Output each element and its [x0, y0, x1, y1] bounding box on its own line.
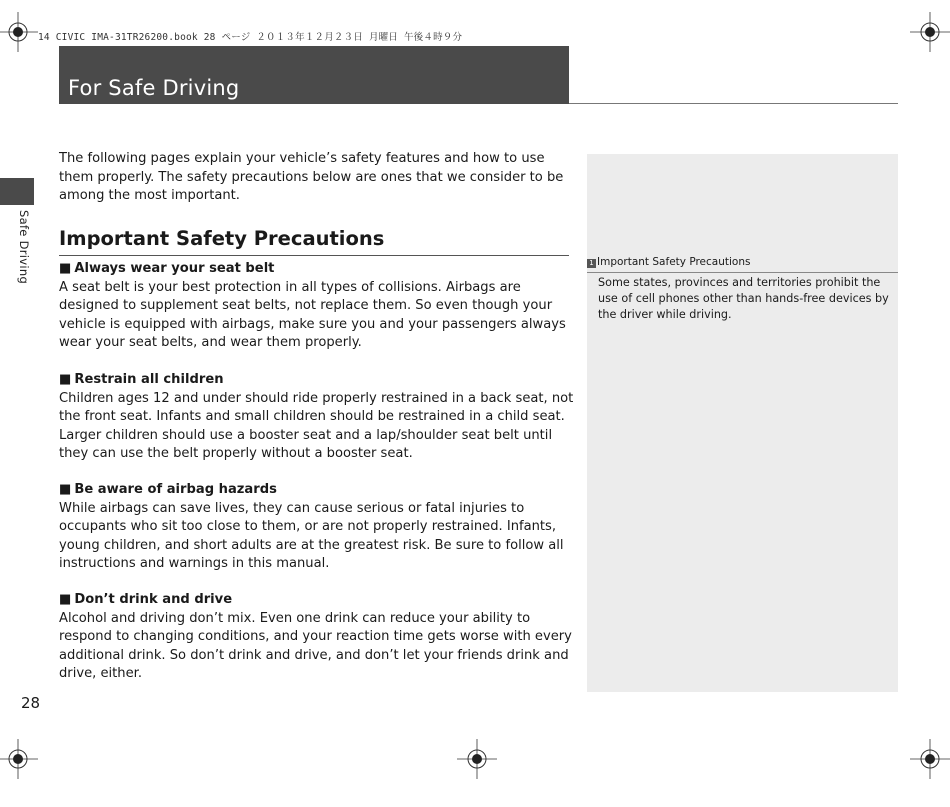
- side-note-heading: [587, 255, 898, 273]
- precaution-children: [59, 371, 574, 464]
- bullet-square-icon: ■: [59, 592, 72, 607]
- precaution-drinking: [59, 591, 574, 684]
- title-banner: [59, 46, 569, 104]
- registration-mark-icon: [910, 739, 950, 779]
- section-title: Important Safety Precautions: [59, 226, 569, 256]
- registration-mark-icon: [910, 12, 950, 52]
- precaution-heading: [59, 260, 574, 279]
- print-header: 14 CIVIC IMA-31TR26200.book 28 ページ ２０１３年１２月２３日 月曜日 午後４時９分: [38, 32, 463, 43]
- bullet-square-icon: ■: [59, 482, 72, 497]
- precaution-body: A seat belt is your best protection in all types of collisions. Airbags are designed to supplement seat belts, not replace them. So even though your vehicle is equipped with airbags, make sure you and your passengers always wear your seat belts, and wear them properly.: [59, 279, 566, 350]
- precaution-heading: [59, 481, 574, 500]
- precaution-body: Alcohol and driving don’t mix. Even one drink can reduce your ability to respond to changing conditions, and your reaction time gets worse with every additional drink. So don’t drink and drive, and don’t let your friends drink and drive, either.: [59, 610, 572, 681]
- registration-mark-icon: [0, 739, 38, 779]
- precaution-body: Children ages 12 and under should ride properly restrained in a back seat, not the front seat. Infants and small children should be restrained in a child seat. Larger children should use a booster seat and a lap/shoulder seat belt until they can use the belt properly without a booster seat.: [59, 390, 574, 461]
- precaution-heading-text: Restrain all children: [74, 372, 224, 387]
- precaution-heading: [59, 371, 574, 390]
- bullet-square-icon: ■: [59, 261, 72, 276]
- precaution-body: While airbags can save lives, they can cause serious or fatal injuries to occupants who sit too close to them, or are not properly restrained. Infants, young children, and short adults are at the greatest risk. Be sure to follow all instructions and warnings in this manual.: [59, 500, 564, 571]
- intro-paragraph: The following pages explain your vehicle’s safety features and how to use them properly. The safety precautions below are ones that we consider to be among the most important.: [59, 151, 564, 203]
- precaution-heading-text: Always wear your seat belt: [74, 261, 275, 276]
- precaution-seat-belt: [59, 260, 574, 353]
- page-title: For Safe Driving: [68, 76, 240, 100]
- precaution-airbags: [59, 481, 574, 574]
- note-marker-icon: 1: [587, 259, 596, 268]
- side-note-body: Some states, provinces and territories prohibit the use of cell phones other than hands-free devices by the driver while driving.: [598, 276, 889, 321]
- page-number: 28: [21, 694, 41, 712]
- chapter-label: Safe Driving: [17, 210, 31, 285]
- precaution-heading-text: Don’t drink and drive: [74, 592, 233, 607]
- registration-mark-icon: [457, 739, 497, 779]
- side-note-panel: [587, 154, 898, 692]
- title-rule: [569, 103, 898, 104]
- precaution-heading-text: Be aware of airbag hazards: [74, 482, 277, 497]
- precaution-heading: [59, 591, 574, 610]
- side-note-heading-text: Important Safety Precautions: [597, 256, 751, 268]
- bullet-square-icon: ■: [59, 372, 72, 387]
- chapter-tab: [0, 178, 34, 205]
- registration-mark-icon: [0, 12, 38, 52]
